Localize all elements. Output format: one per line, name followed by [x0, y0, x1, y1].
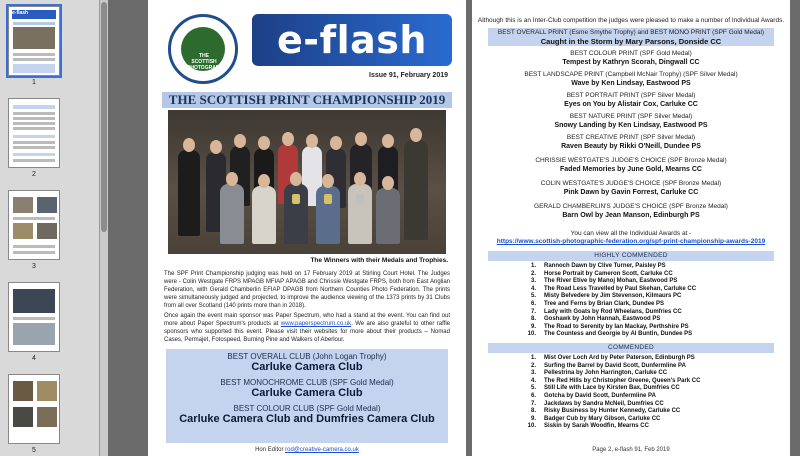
spf-logo — [168, 14, 238, 84]
thumb-line — [13, 58, 55, 61]
photo-head — [410, 128, 422, 142]
award-label: BEST COLOUR PRINT (SPF Gold Medal) — [570, 50, 692, 57]
list-item: 10. The Countess and Georgie by Al Buntin, Dundee PS — [527, 331, 693, 338]
thumb-line — [13, 141, 55, 144]
award-value: Wave by Ken Lindsay, Eastwood PS — [571, 80, 691, 87]
thumbnail-page-4[interactable] — [8, 282, 60, 362]
award-entry — [472, 203, 790, 220]
award-value: Faded Memories by June Gold, Mearns CC — [560, 166, 702, 173]
award-value: Barn Owl by Jean Manson, Edinburgh PS — [562, 212, 700, 219]
individual-awards-intro: Although this is an Inter-Club competition the judges were pleased to make a number of Individual Awards. — [477, 17, 785, 24]
page-footer: Page 2, e-flash 91, Feb 2019 — [592, 447, 670, 453]
headline: THE SCOTTISH PRINT CHAMPIONSHIP 2019 — [162, 92, 452, 108]
list-item: 4. The Red Hills by Christopher Greene, Queen's Park CC — [530, 377, 701, 384]
list-item: 6. Gotcha by David Scott, Dunfermline PA — [530, 392, 656, 399]
thumb-photo — [13, 197, 33, 213]
list-item: 5. Misty Belvedere by Jim Stevenson, Kilmaurs PC — [530, 293, 682, 300]
photo-head — [330, 136, 342, 150]
thumbnail-page-number: 4 — [32, 355, 36, 362]
list-item: 1. Rannoch Dawn by Clive Turner, Paisley PS — [530, 263, 666, 269]
thumb-box — [13, 105, 55, 109]
highly-commended-header: HIGHLY COMMENDED — [488, 251, 774, 261]
award-entry — [472, 180, 790, 197]
award-label: BEST OVERALL CLUB (John Logan Trophy) — [227, 352, 387, 361]
issue-label: Issue 91, February 2019 — [369, 72, 448, 79]
thumbnail-page-number: 5 — [32, 447, 36, 454]
masthead — [162, 8, 452, 86]
award-entry — [472, 29, 790, 46]
thumbnail-image — [8, 190, 60, 260]
thumb-line — [13, 317, 55, 320]
award-value: Snowy Landing by Ken Lindsay, Eastwood PS — [554, 122, 708, 129]
award-label: BEST COLOUR CLUB (SPF Gold Medal) — [233, 404, 381, 413]
winners-photo — [168, 110, 446, 254]
thumb-box — [13, 135, 55, 138]
award-label: CHRISSIE WESTGATE'S JUDGE'S CHOICE (SPF Bronze Medal) — [535, 157, 727, 164]
award-entry — [472, 71, 790, 88]
award-entry — [472, 113, 790, 130]
thumb-caption: e-flash — [12, 10, 29, 16]
paperspectrum-link[interactable]: www.paperspectrum.co.uk — [280, 321, 352, 327]
sponsor-text: Once again the event main sponsor was Paper Spectrum, who had a stand at the event. You can find out more about Paper Spectrum's products at — [164, 313, 450, 327]
page-1 — [148, 0, 466, 456]
thumb-line — [13, 146, 55, 149]
photo-caption: The Winners with their Medals and Trophies. — [310, 257, 448, 264]
list-item: 2. Horse Portrait by Cameron Scott, Carluke CC — [530, 270, 673, 277]
photo-head — [258, 136, 270, 150]
photo-figure — [284, 184, 308, 244]
thumb-photo — [13, 289, 55, 313]
list-item: 1. Mist Over Loch Ard by Peter Paterson, Edinburgh PS — [530, 355, 695, 361]
thumb-photo — [13, 323, 55, 345]
list-item: 8. Goshawk by John Hannah, Eastwood PS — [530, 316, 661, 323]
photo-head — [382, 134, 394, 148]
photo-figure — [252, 186, 276, 244]
award-label: BEST CREATIVE PRINT (SPF Silver Medal) — [566, 134, 696, 141]
page-footer — [148, 447, 466, 453]
thumbnail-page-number: 2 — [32, 171, 36, 178]
list-item: 9. Badger Cub by Mary Gibson, Carluke CC — [530, 415, 661, 422]
awards-page-link[interactable]: https://www.scottish-photographic-federation.org/spf-print-championship-awards-2019 — [496, 238, 766, 245]
thumbnail-image — [8, 98, 60, 168]
thumb-line — [13, 159, 55, 162]
logo-text: THE SCOTTISH PHOTOGRAPHIC FEDERATION — [187, 53, 228, 77]
thumb-line — [13, 245, 55, 248]
thumb-box — [13, 153, 55, 156]
thumb-line — [13, 217, 55, 220]
commended-list — [516, 355, 776, 431]
photo-head — [322, 174, 334, 188]
thumb-line — [13, 251, 55, 254]
sponsor-paragraph — [164, 312, 450, 344]
thumb-photo — [37, 381, 57, 401]
award-value: Pink Dawn by Gavin Forrest, Carluke CC — [563, 189, 699, 196]
list-item: 10. Siskin by Sarah Woodfin, Mearns CC — [527, 423, 649, 430]
sidebar-scrollbar[interactable] — [100, 0, 108, 456]
award-value: Caught in the Storm by Mary Parsons, Donside CC — [540, 37, 722, 46]
photo-figure — [178, 150, 200, 236]
photo-figure — [220, 184, 244, 244]
photo-head — [234, 134, 246, 148]
photo-head — [258, 174, 270, 188]
awards-link-intro: You can view all the Individual Awards at - — [570, 230, 692, 237]
trophy — [324, 194, 332, 204]
judging-paragraph: The SPF Print Championship judging was held on 17 February 2019 at Stirling Court Hotel. The Judges were - Colin Westgate FRPS MPAGB MFIAP APAGB and Chrissie Westgate FRPS, both from East Anglian Federation, with Gerald Chamberlin EFIAP DPAGB from Northern Counties Photo Federation. The prints were simultaneously judged and projected, to improve the audience viewing of the 1373 prints by 31 Clubs from all over Scotland (140 prints more than in 2018). — [164, 271, 450, 309]
thumb-line — [13, 53, 55, 56]
list-item: 3. The River Etive by Manoj Mohan, Eastwood PS — [530, 278, 678, 285]
list-item: 9. The Road to Serenity by Ian Mackay, Perthshire PS — [530, 323, 689, 330]
document-viewer — [108, 0, 800, 456]
thumbnail-page-3[interactable] — [8, 190, 60, 270]
photo-figure — [376, 188, 400, 244]
title-banner — [252, 14, 452, 66]
thumbnail-page-number: 1 — [32, 79, 36, 86]
thumb-photo — [13, 27, 55, 49]
thumbnail-sidebar — [0, 0, 100, 456]
photo-head — [354, 172, 366, 186]
sponsor-text: . We are also grateful to other raffle sponsors who supported this event. Please visit their websites for more about their products – Nomad Cases, Permajet, Fotospeed, Burning Pine and Walkers of Aberlour. — [164, 321, 450, 343]
thumb-photo — [13, 381, 33, 401]
list-item: 3. Pellestrina by John Harrington, Carluke CC — [530, 370, 668, 377]
thumbnail-page-number: 3 — [32, 263, 36, 270]
award-label: BEST PORTRAIT PRINT (SPF Silver Medal) — [566, 92, 696, 99]
highly-commended-list — [516, 263, 776, 339]
trophy — [292, 194, 300, 204]
scrollbar-thumb[interactable] — [101, 2, 107, 232]
thumb-headline-bar — [13, 22, 55, 25]
list-item: 7. Lady with Goats by Rod Wheelans, Dumfries CC — [530, 308, 682, 315]
thistle-emblem — [181, 27, 228, 77]
thumbnail-image — [8, 6, 60, 76]
award-entry — [472, 50, 790, 67]
award-label: BEST MONOCHROME CLUB (SPF Gold Medal) — [220, 378, 394, 387]
photo-head — [355, 132, 367, 146]
photo-head — [282, 132, 294, 146]
thumbnail-page-5[interactable] — [8, 374, 60, 454]
list-item: 6. Tree and Ferns by Brian Clark, Dundee PS — [530, 300, 665, 307]
thumb-line — [13, 112, 55, 115]
list-item: 4. The Road Less Travelled by Paul Skehan, Carluke CC — [530, 285, 697, 292]
photo-head — [210, 140, 222, 154]
award-value: Tempest by Kathryn Scorah, Dingwall CC — [562, 59, 700, 66]
list-item: 2. Surfing the Barrel by David Scott, Dunfermline PA — [530, 362, 686, 369]
thumbnail-image — [8, 374, 60, 444]
thumb-line — [13, 122, 55, 125]
footer-text: Hon Editor — [255, 447, 286, 453]
award-label: GERALD CHAMBERLIN'S JUDGE'S CHOICE (SPF Bronze Medal) — [534, 203, 728, 210]
award-value: Carluke Camera Club and Dumfries Camera Club — [179, 413, 435, 425]
list-item: 8. Risky Business by Hunter Kennedy, Carluke CC — [530, 408, 681, 415]
award-label: COLIN WESTGATE'S JUDGE'S CHOICE (SPF Bronze Medal) — [540, 180, 722, 187]
list-item: 7. Jackdaws by Sandra McNeil, Dumfries CC — [530, 400, 664, 407]
thumb-line — [13, 127, 55, 130]
award-value: Carluke Camera Club — [251, 361, 363, 373]
thumbnail-image — [8, 282, 60, 352]
thumb-photo — [37, 223, 57, 239]
thumbnail-page-1[interactable] — [8, 6, 60, 86]
thumb-box — [13, 64, 55, 73]
award-entry — [472, 92, 790, 109]
thumbnail-page-2[interactable] — [8, 98, 60, 178]
award-label: BEST LANDSCAPE PRINT (Campbell McNair Trophy) (SPF Silver Medal) — [524, 71, 738, 78]
editor-email-link[interactable]: rod@creative-camera.co.uk — [285, 447, 359, 453]
trophy — [356, 194, 364, 204]
photo-figure — [348, 184, 372, 244]
thumb-photo — [37, 407, 57, 427]
thumb-line — [13, 117, 55, 120]
photo-head — [226, 172, 238, 186]
photo-head — [306, 134, 318, 148]
thumb-photo — [13, 223, 33, 239]
photo-head — [183, 138, 195, 152]
thumb-photo — [13, 407, 33, 427]
page-2 — [472, 0, 790, 456]
award-value: Eyes on You by Alistair Cox, Carluke CC — [564, 101, 698, 108]
award-entry — [472, 157, 790, 174]
photo-head — [382, 176, 394, 190]
award-label: BEST OVERALL PRINT (Esme Smythe Trophy) and BEST MONO PRINT (SPF Gold Medal) — [497, 29, 765, 36]
list-item: 5. Still Life with Lace by Kirsten Bax, Dumfries CC — [530, 385, 680, 392]
award-value: Raven Beauty by Rikki O'Neill, Dundee PS — [561, 143, 701, 150]
newsletter-title: e-flash — [277, 18, 427, 62]
photo-head — [290, 172, 302, 186]
award-label: BEST NATURE PRINT (SPF Silver Medal) — [569, 113, 693, 120]
award-value: Carluke Camera Club — [251, 387, 363, 399]
award-entry — [472, 134, 790, 151]
photo-figure — [404, 140, 428, 240]
thumb-photo — [37, 197, 57, 213]
club-awards-box — [166, 349, 448, 443]
commended-header: COMMENDED — [488, 343, 774, 353]
